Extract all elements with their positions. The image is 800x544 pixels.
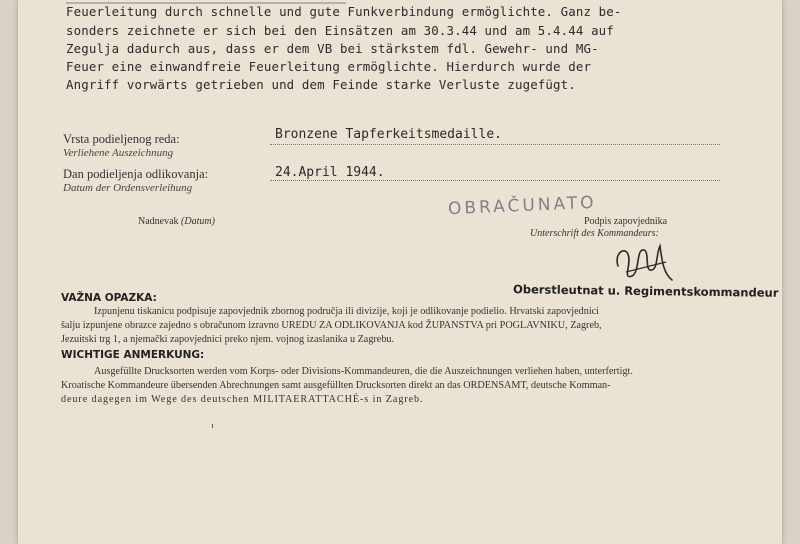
signature-label: Podpis zapovjednika (584, 216, 668, 227)
typed-line: sonders zeichnete er sich bei den Einsätzen am 30.3.44 und am 5.4.44 auf (66, 23, 614, 38)
typed-line: Feuerleitung durch schnelle und gute Funkverbindung ermöglichte. Ganz be- (66, 4, 622, 19)
note-line-hr: Izpunjenu tiskanicu podpisuje zapovjednik zbornog područja ili divizije, koji je odlikovanje podielio. Hrvatski zapovjednici (94, 306, 600, 317)
typed-line: Angriff vorwärts getrieben und dem Feinde starke Verluste zugefügt. (66, 77, 576, 92)
date-value: 24.April 1944. (275, 165, 385, 180)
date-dotted-line (270, 180, 720, 181)
note-line-hr: Jezuitski trg 1, a njemački zapovjednici preko njem. vojnog izaslanika u Zagrebu. (61, 334, 395, 345)
typed-line: Zegulja dadurch aus, dass er dem VB bei stärkstem fdl. Gewehr- und MG- (66, 41, 599, 56)
note-line-de: Kroatische Kommandeure übersenden Abrechnungen samt ausgefüllten Drucksorten direkt an das ORDENSAMT, deutsche Komman- (61, 380, 611, 391)
date-label-de: Datum der Ordensverleihung (63, 182, 193, 194)
order-label-de: Verliehene Auszeichnung (63, 147, 174, 159)
note-title-hr: VAŽNA OPAZKA: (61, 292, 157, 304)
order-dotted-line (270, 144, 720, 145)
nadnevak-label (138, 216, 215, 227)
note-line-hr: šalju izpunjene obrazce zajedno s obračunom izravno UREDU ZA ODLIKOVANJA kod ŽUPANSTVA pri POGLAVNIKU, Zagreb, (61, 320, 602, 331)
obracunato-stamp: OBRAČUNATO (447, 192, 597, 220)
handwritten-signature (610, 236, 680, 286)
document-page (18, 0, 782, 544)
paper-mark (212, 424, 213, 428)
nadnevak-text-de: (Datum) (181, 216, 215, 227)
order-value: Bronzene Tapferkeitsmedaille. (275, 127, 502, 142)
date-label: Dan podieljenja odlikovanja: (63, 167, 209, 181)
nadnevak-text: Nadnevak (138, 216, 179, 227)
order-label: Vrsta podieljenog reda: (63, 132, 180, 146)
note-line-de: deure dagegen im Wege des deutschen MILITAERATTACHÉ-s in Zagreb. (61, 394, 424, 405)
note-title-de: WICHTIGE ANMERKUNG: (61, 349, 205, 361)
rank-stamp: Oberstleutnat u. Regimentskommandeur (512, 282, 779, 300)
note-line-de: Ausgefüllte Drucksorten werden vom Korps- oder Divisions-Kommandeuren, die die Auszeichnungen verliehen haben, unterfertigt. (94, 366, 633, 377)
typed-line: Feuer eine einwandfreie Feuerleitung ermöglichte. Hierdurch wurde der (66, 59, 592, 74)
signature-label-de: Unterschrift des Kommandeurs: (530, 228, 659, 239)
